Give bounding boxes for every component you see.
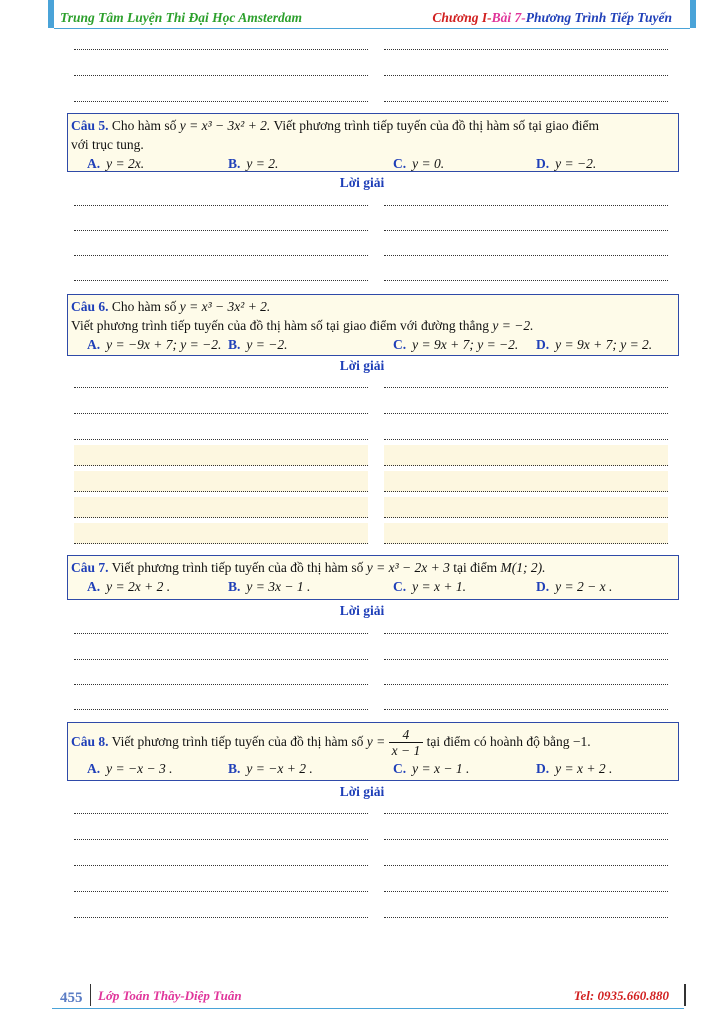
question-5 bbox=[67, 113, 679, 172]
stem-text: tại điểm có hoành độ bằng bbox=[426, 734, 570, 749]
answer-line bbox=[72, 368, 672, 394]
stem-text: Viết phương trình tiếp tuyến của đồ thị hàm số tại giao điểm với đường thẳng y = −2. bbox=[71, 318, 534, 333]
answer-line bbox=[72, 420, 672, 446]
question-stem bbox=[71, 558, 675, 577]
option-a[interactable]: A. y = 2x. bbox=[87, 156, 145, 171]
question-number: Câu 7. bbox=[71, 560, 109, 575]
option-a[interactable]: A. y = −9x + 7; y = −2. bbox=[87, 337, 222, 352]
header-left-bar bbox=[48, 0, 54, 28]
answer-line bbox=[72, 82, 672, 108]
answer-line bbox=[72, 498, 672, 524]
lesson-label: Bài 7- bbox=[491, 10, 526, 25]
option-d[interactable]: D. y = 9x + 7; y = 2. bbox=[536, 337, 653, 352]
class-name: Lớp Toán Thầy-Diệp Tuân bbox=[98, 988, 242, 1003]
solution-heading: Lời giải bbox=[339, 175, 385, 190]
option-b[interactable]: B. y = 3x − 1 . bbox=[228, 579, 311, 594]
header-right-bar bbox=[690, 0, 696, 28]
question-stem bbox=[71, 725, 675, 759]
question-8 bbox=[67, 722, 679, 781]
solution-heading: Lời giải bbox=[339, 784, 385, 799]
point-label: M(1; 2). bbox=[500, 560, 546, 575]
answer-line bbox=[72, 261, 672, 287]
header-rule bbox=[54, 28, 690, 29]
options-row bbox=[71, 759, 675, 778]
phone-number: Tel: 0935.660.880 bbox=[573, 988, 669, 1003]
option-c[interactable]: C. y = x + 1. bbox=[393, 579, 466, 594]
line-equation: y = −2. bbox=[492, 318, 534, 333]
option-c[interactable]: C. y = 0. bbox=[393, 156, 445, 171]
option-d[interactable]: D. y = x + 2 . bbox=[536, 761, 613, 776]
stem-text: với trục tung. bbox=[71, 137, 144, 152]
answer-line bbox=[72, 846, 672, 872]
function-formula: y = x³ − 3x² + 2. bbox=[179, 299, 271, 314]
stem-text: Viết phương trình tiếp tuyến của đồ thị hàm số bbox=[111, 734, 364, 749]
footer-rule bbox=[52, 1008, 684, 1009]
question-7 bbox=[67, 555, 679, 600]
footer-divider bbox=[90, 984, 91, 1006]
question-number: Câu 8. bbox=[71, 734, 109, 749]
question-stem bbox=[71, 297, 675, 316]
chapter-label: Chương I- bbox=[432, 10, 492, 25]
solution-heading: Lời giải bbox=[339, 603, 385, 618]
answer-line bbox=[72, 614, 672, 640]
answer-line bbox=[72, 665, 672, 691]
page-number: 455 bbox=[60, 990, 83, 1006]
answer-line bbox=[72, 236, 672, 262]
answer-line bbox=[72, 56, 672, 82]
abscissa-value: −1. bbox=[572, 734, 591, 749]
answer-line bbox=[72, 690, 672, 716]
option-c[interactable]: C. y = 9x + 7; y = −2. bbox=[393, 337, 519, 352]
stem-text: Cho hàm số bbox=[111, 118, 177, 133]
page-header bbox=[0, 0, 724, 32]
answer-line bbox=[72, 446, 672, 472]
stem-text: Cho hàm số bbox=[111, 299, 177, 314]
function-formula: y = x³ − 2x + 3 bbox=[366, 560, 450, 575]
options-row bbox=[71, 577, 675, 596]
stem-text: tại điểm bbox=[453, 560, 498, 575]
option-d[interactable]: D. y = −2. bbox=[536, 156, 597, 171]
function-lhs: y = bbox=[366, 734, 386, 749]
function-fraction: $\frac{4}{x - 1}$ bbox=[389, 727, 424, 758]
option-b[interactable]: B. y = −x + 2 . bbox=[228, 761, 313, 776]
question-number: Câu 5. bbox=[71, 118, 109, 133]
answer-line bbox=[72, 794, 672, 820]
question-number: Câu 6. bbox=[71, 299, 109, 314]
answer-line bbox=[72, 640, 672, 666]
answer-line bbox=[72, 394, 672, 420]
stem-text: Viết phương trình tiếp tuyến của đồ thị hàm số tại giao điểm bbox=[273, 118, 600, 133]
stem-text: Viết phương trình tiếp tuyến của đồ thị hàm số bbox=[111, 560, 364, 575]
option-a[interactable]: A. y = −x − 3 . bbox=[87, 761, 173, 776]
answer-line bbox=[72, 30, 672, 56]
options-row bbox=[71, 335, 675, 354]
option-b[interactable]: B. y = 2. bbox=[228, 156, 279, 171]
answer-line bbox=[72, 186, 672, 212]
footer-divider bbox=[684, 984, 686, 1006]
option-a[interactable]: A. y = 2x + 2 . bbox=[87, 579, 171, 594]
center-name: Trung Tâm Luyện Thi Đại Học Amsterdam bbox=[60, 10, 303, 25]
answer-line bbox=[72, 524, 672, 550]
function-formula: y = x³ − 3x² + 2. bbox=[179, 118, 271, 133]
page-footer bbox=[0, 976, 724, 1024]
answer-line bbox=[72, 472, 672, 498]
topic-label: Phương Trình Tiếp Tuyến bbox=[525, 10, 672, 25]
option-c[interactable]: C. y = x − 1 . bbox=[393, 761, 470, 776]
chapter-title bbox=[432, 10, 672, 26]
answer-line bbox=[72, 211, 672, 237]
solution-heading: Lời giải bbox=[339, 358, 385, 373]
option-d[interactable]: D. y = 2 − x . bbox=[536, 579, 613, 594]
question-stem bbox=[71, 116, 675, 135]
answer-line bbox=[72, 820, 672, 846]
answer-line bbox=[72, 872, 672, 898]
option-b[interactable]: B. y = −2. bbox=[228, 337, 288, 352]
answer-line bbox=[72, 898, 672, 924]
options-row bbox=[71, 154, 675, 173]
question-6 bbox=[67, 294, 679, 356]
